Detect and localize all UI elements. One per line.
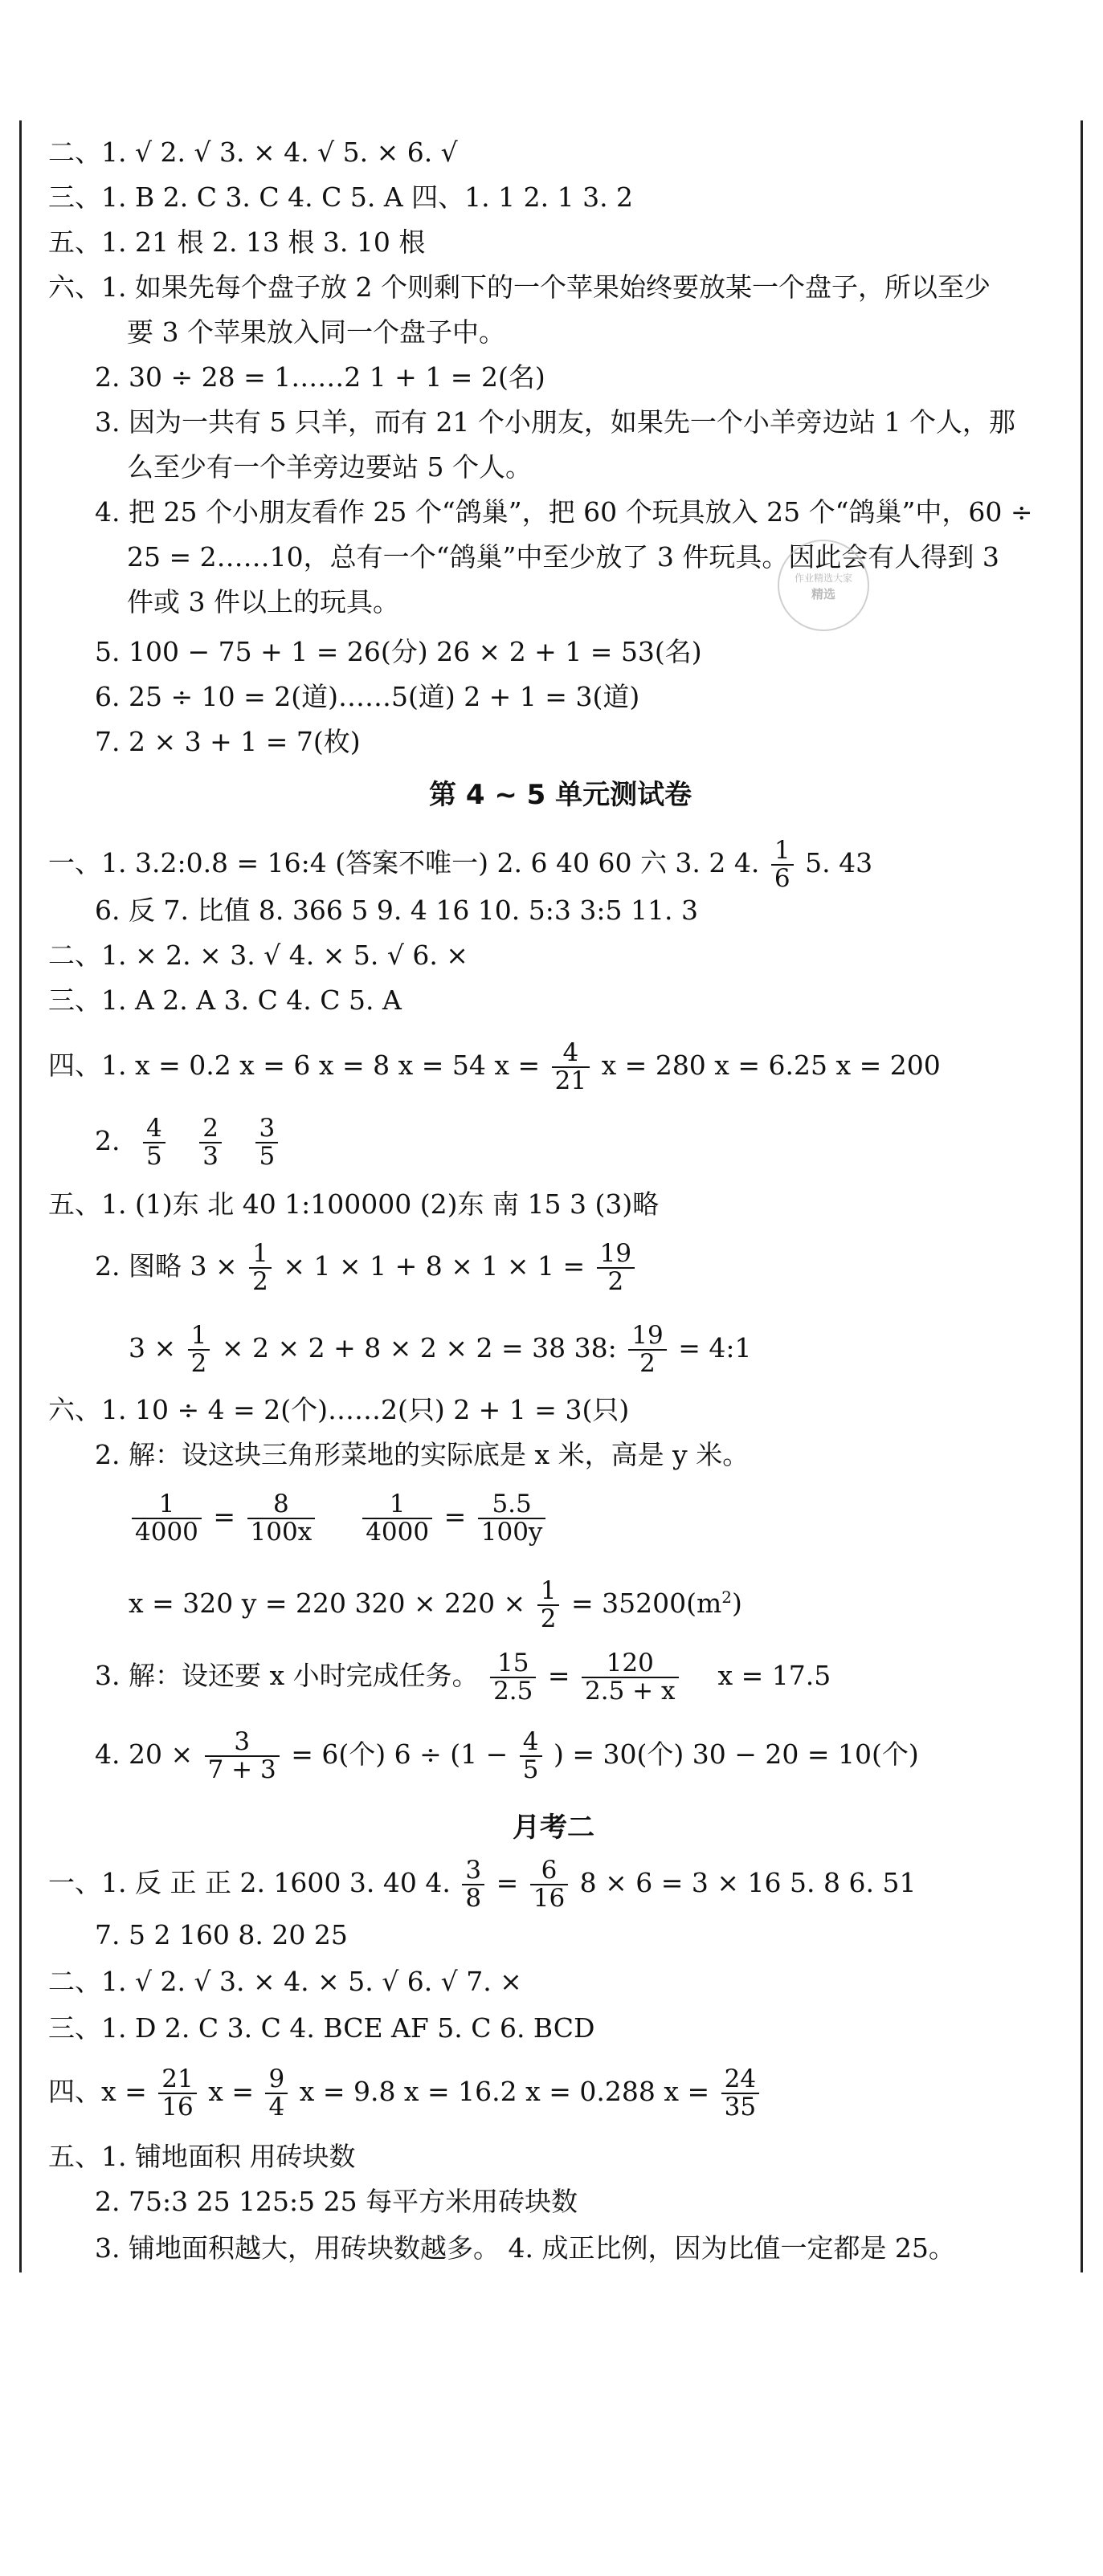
fraction: $\frac{1}{2}$	[537, 1578, 560, 1632]
superscript: 2	[721, 1588, 732, 1607]
answer-line: 7. 5 2 160 8. 20 25	[95, 1919, 348, 1950]
answer-line: 五、1. 21 根 2. 13 根 3. 10 根	[48, 226, 426, 258]
fraction: $\frac{15}{2.5}$	[490, 1650, 536, 1704]
fraction: $\frac{3}{7 + 3}$	[205, 1729, 280, 1783]
fraction: $\frac{24}{35}$	[721, 2066, 759, 2120]
fraction: $\frac{2}{3}$	[199, 1115, 222, 1169]
answer-text: = 35200(m	[570, 1588, 722, 1619]
answer-line: 三、1. A 2. A 3. C 4. C 5. A	[48, 984, 402, 1016]
fraction: $\frac{8}{100x}$	[247, 1491, 316, 1545]
answer-line: 3. 解：设还要 x 小时完成任务。 $\frac{15}{2.5}$ = $\frac{120}{2.5 + x}$ x = 17.5	[95, 1649, 831, 1706]
answer-line: 六、1. 如果先每个盘子放 2 个则剩下的一个苹果始终要放某一个盘子，所以至少	[48, 271, 991, 303]
left-margin-line	[19, 120, 22, 2272]
fraction: $\frac{19}{2}$	[597, 1241, 635, 1294]
fraction: $\frac{1}{2}$	[249, 1241, 272, 1294]
answer-line: 二、1. × 2. × 3. √ 4. × 5. √ 6. ×	[48, 940, 468, 971]
watermark-stamp	[778, 540, 869, 631]
answer-line: $\frac{1}{4000}$ = $\frac{8}{100x}$ $\frac{1}{4000}$ = $\frac{5.5}{100y}$	[129, 1481, 549, 1553]
answer-text: x = 280 x = 6.25 x = 200	[601, 1050, 941, 1081]
answer-text: x = 320 y = 220 320 × 220 ×	[129, 1588, 526, 1619]
answer-text: 5. 43	[805, 847, 873, 878]
answer-line: 6. 25 ÷ 10 = 2(道)……5(道) 2 + 1 = 3(道)	[95, 681, 640, 712]
fraction: $\frac{1}{2}$	[188, 1323, 210, 1376]
answer-line	[95, 1230, 638, 1302]
section-title: 月考二	[513, 1812, 594, 1844]
answer-line: 2. 30 ÷ 28 = 1……2 1 + 1 = 2(名)	[95, 361, 545, 393]
answer-text: × 2 × 2 + 8 × 2 × 2 = 38 38:	[221, 1332, 617, 1363]
answer-line	[48, 1029, 941, 1102]
fraction: $\frac{21}{16}$	[158, 2066, 196, 2120]
answer-text: = 4:1	[678, 1332, 752, 1363]
answer-line: 25 = 2……10，总有一个“鸽巢”中至少放了 3 件玩具。因此会有人得到 3	[127, 541, 999, 573]
answer-line: 6. 反 7. 比值 8. 366 5 9. 4 16 10. 5:3 3:5 11. 3	[95, 895, 698, 926]
answer-line: 五、1. 铺地面积 用砖块数	[48, 2141, 356, 2172]
answer-line	[48, 2056, 762, 2128]
section-title: 第 4 ~ 5 单元测试卷	[429, 779, 692, 811]
answer-line: 二、1. √ 2. √ 3. × 4. × 5. √ 6. √ 7. ×	[48, 1966, 522, 1997]
answer-text: )	[731, 1588, 742, 1619]
answer-line: 4. 把 25 个小朋友看作 25 个“鸽巢”，把 60 个玩具放入 25 个“鸽巢”中，60 ÷	[95, 496, 1033, 528]
fraction: $\frac{1}{4000}$	[362, 1491, 432, 1545]
answer-text: 四、x =	[48, 2076, 147, 2107]
answer-line	[129, 1561, 742, 1640]
answer-line	[95, 1105, 281, 1177]
fraction: $\frac{3}{8}$	[462, 1857, 484, 1911]
fraction: $\frac{1}{6}$	[771, 838, 794, 891]
answer-line: 三、1. B 2. C 3. C 4. C 5. A 四、1. 1 2. 1 3. 2	[48, 181, 634, 213]
fraction: $\frac{9}{4}$	[265, 2066, 288, 2120]
answer-line: 7. 2 × 3 + 1 = 7(枚)	[95, 726, 361, 757]
answer-line: 三、1. D 2. C 3. C 4. BCE AF 5. C 6. BCD	[48, 2012, 595, 2044]
fraction: $\frac{120}{2.5 + x}$	[582, 1650, 678, 1704]
answer-text: 3. 解：设还要 x 小时完成任务。	[95, 1660, 479, 1691]
answer-text: x =	[208, 2076, 254, 2107]
fraction: $\frac{6}{16}$	[530, 1857, 568, 1911]
answer-text: = 6(个) 6 ÷ (1 −	[291, 1738, 509, 1770]
fraction: $\frac{4}{21}$	[552, 1040, 590, 1094]
answer-line: 一、1. 反 正 正 2. 1600 3. 40 4. $\frac{3}{8}$ = $\frac{6}{16}$ 8 × 6 = 3 × 16 5. 8 6. 51	[48, 1856, 917, 1913]
answer-line: 5. 100 − 75 + 1 = 26(分) 26 × 2 + 1 = 53(名)	[95, 636, 702, 667]
answer-line	[48, 827, 872, 899]
fraction: $\frac{19}{2}$	[628, 1323, 666, 1376]
fraction: $\frac{4}{5}$	[143, 1115, 165, 1169]
answer-line: 二、1. √ 2. √ 3. × 4. √ 5. × 6. √	[48, 137, 458, 168]
answer-line: 五、1. (1)东 北 40 1:100000 (2)东 南 15 3 (3)略	[48, 1188, 660, 1220]
answer-text: × 1 × 1 + 8 × 1 × 1 =	[283, 1250, 586, 1282]
answer-line: 要 3 个苹果放入同一个盘子中。	[127, 316, 505, 348]
fraction: $\frac{1}{4000}$	[132, 1491, 202, 1545]
answer-line: 六、1. 10 ÷ 4 = 2(个)……2(只) 2 + 1 = 3(只)	[48, 1394, 630, 1425]
stamp-mark: 精选	[811, 587, 835, 601]
fraction: $\frac{3}{5}$	[255, 1115, 278, 1169]
answer-text: 一、1. 3.2:0.8 = 16:4 (答案不唯一) 2. 6 40 60 六 3. 2 4.	[48, 847, 760, 878]
answer-line: 2. 75:3 25 125:5 25 每平方米用砖块数	[95, 2186, 578, 2217]
answer-text: 一、1. 反 正 正 2. 1600 3. 40 4.	[48, 1867, 451, 1898]
fraction: $\frac{4}{5}$	[520, 1729, 542, 1783]
answer-line: 3. 铺地面积越大，用砖块数越多。 4. 成正比例，因为比值一定都是 25。	[95, 2232, 955, 2264]
answer-line	[129, 1312, 751, 1384]
answer-text: 8 × 6 = 3 × 16 5. 8 6. 51	[579, 1867, 917, 1898]
answer-line: 么至少有一个羊旁边要站 5 个人。	[127, 451, 532, 483]
answer-line	[95, 1718, 919, 1791]
answer-text: 4. 20 ×	[95, 1738, 194, 1770]
answer-text: x = 9.8 x = 16.2 x = 0.288 x =	[299, 2076, 710, 2107]
answer-text: 3 ×	[129, 1332, 177, 1363]
answer-text: 四、1. x = 0.2 x = 6 x = 8 x = 54 x =	[48, 1050, 541, 1081]
answer-line: 3. 因为一共有 5 只羊，而有 21 个小朋友，如果先一个小羊旁边站 1 个人，那	[95, 406, 1015, 438]
fraction: $\frac{5.5}{100y}$	[478, 1491, 546, 1545]
answer-text: x = 17.5	[717, 1660, 831, 1691]
answer-line: 2. 解：设这块三角形菜地的实际底是 x 米，高是 y 米。	[95, 1439, 750, 1470]
answer-text: 2.	[95, 1125, 121, 1156]
right-margin-line	[1081, 120, 1083, 2272]
answer-text: ) = 30(个) 30 − 20 = 10(个)	[554, 1738, 919, 1770]
stamp-text: 作业精选大家	[794, 573, 852, 584]
answer-line: 件或 3 件以上的玩具。	[127, 586, 399, 618]
answer-text: 2. 图略 3 ×	[95, 1250, 238, 1282]
